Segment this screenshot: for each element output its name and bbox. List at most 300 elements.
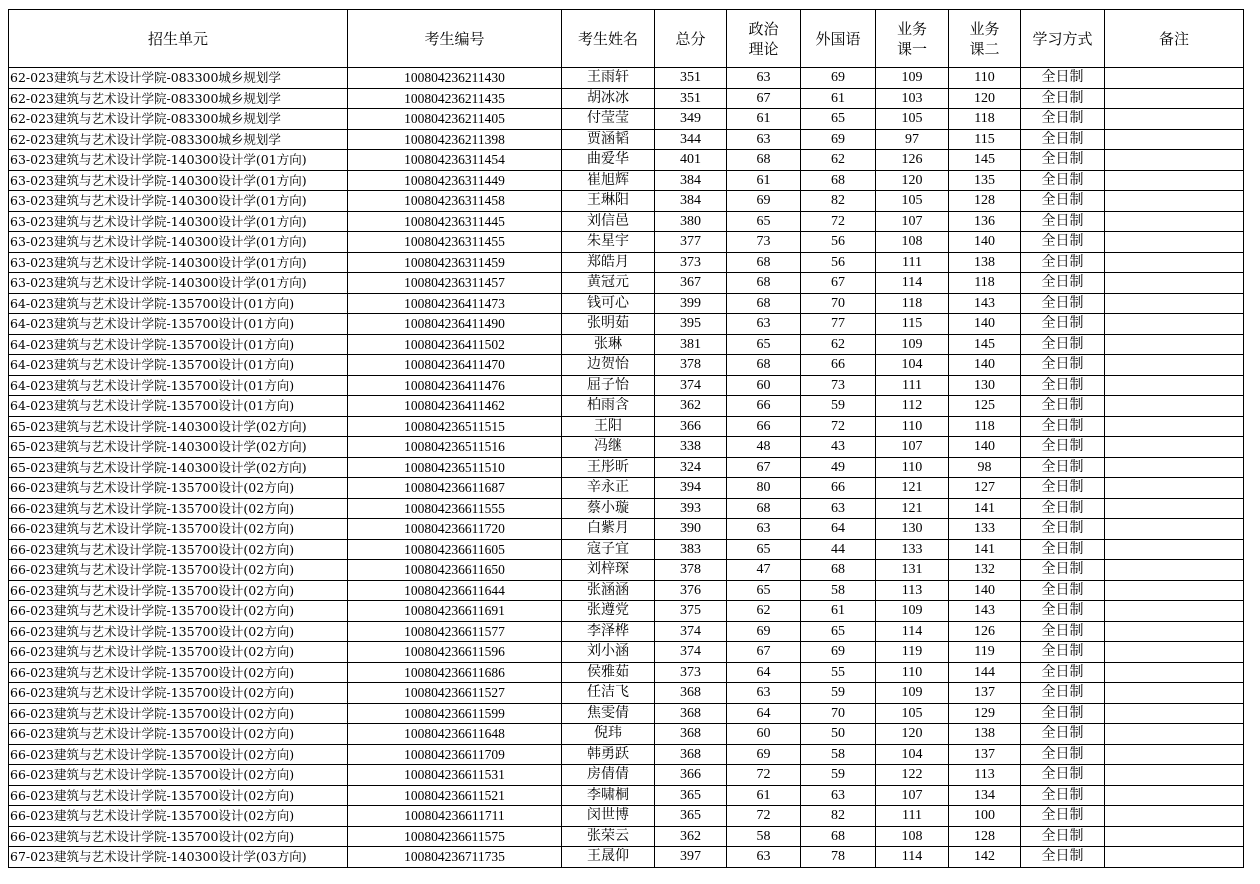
cell-remark (1105, 273, 1244, 294)
table-row (9, 232, 1244, 253)
cell-unit: 63-023建筑与艺术设计学院-140300设计学(01方向) (9, 211, 348, 232)
table-row (9, 683, 1244, 704)
cell-candidate-id: 100804236611711 (348, 806, 562, 827)
table-row (9, 375, 1244, 396)
cell-remark (1105, 785, 1244, 806)
cell-remark (1105, 129, 1244, 150)
cell-candidate-id: 100804236611709 (348, 744, 562, 765)
cell-remark (1105, 293, 1244, 314)
cell-total: 384 (655, 191, 727, 212)
cell-politics: 65 (727, 334, 801, 355)
cell-study-mode: 全日制 (1021, 601, 1105, 622)
cell-study-mode: 全日制 (1021, 457, 1105, 478)
cell-unit: 66-023建筑与艺术设计学院-135700设计(02方向) (9, 498, 348, 519)
cell-language: 69 (801, 642, 876, 663)
cell-study-mode: 全日制 (1021, 806, 1105, 827)
cell-course2: 144 (949, 662, 1021, 683)
cell-candidate-name: 胡冰冰 (562, 88, 655, 109)
cell-course2: 140 (949, 314, 1021, 335)
cell-course1: 104 (876, 355, 949, 376)
cell-total: 399 (655, 293, 727, 314)
cell-study-mode: 全日制 (1021, 273, 1105, 294)
cell-politics: 58 (727, 826, 801, 847)
cell-total: 378 (655, 355, 727, 376)
cell-candidate-name: 韩勇跃 (562, 744, 655, 765)
cell-remark (1105, 375, 1244, 396)
cell-politics: 72 (727, 806, 801, 827)
cell-total: 374 (655, 642, 727, 663)
cell-candidate-id: 100804236411473 (348, 293, 562, 314)
header-politics-line1: 政治 (748, 19, 779, 38)
cell-study-mode: 全日制 (1021, 129, 1105, 150)
cell-candidate-name: 贾涵韬 (562, 129, 655, 150)
cell-unit: 63-023建筑与艺术设计学院-140300设计学(01方向) (9, 191, 348, 212)
cell-language: 77 (801, 314, 876, 335)
cell-study-mode: 全日制 (1021, 211, 1105, 232)
header-row (9, 10, 1244, 68)
cell-total: 390 (655, 519, 727, 540)
cell-politics: 63 (727, 847, 801, 868)
cell-candidate-name: 王琳阳 (562, 191, 655, 212)
cell-remark (1105, 355, 1244, 376)
cell-unit: 64-023建筑与艺术设计学院-135700设计(01方向) (9, 355, 348, 376)
cell-candidate-name: 钱可心 (562, 293, 655, 314)
cell-course1: 107 (876, 785, 949, 806)
table-row (9, 109, 1244, 130)
cell-course2: 128 (949, 826, 1021, 847)
cell-language: 59 (801, 765, 876, 786)
cell-course1: 110 (876, 457, 949, 478)
cell-politics: 80 (727, 478, 801, 499)
cell-unit: 63-023建筑与艺术设计学院-140300设计学(01方向) (9, 273, 348, 294)
cell-language: 63 (801, 498, 876, 519)
cell-total: 375 (655, 601, 727, 622)
cell-total: 365 (655, 806, 727, 827)
cell-remark (1105, 191, 1244, 212)
cell-course1: 109 (876, 683, 949, 704)
cell-total: 395 (655, 314, 727, 335)
cell-language: 65 (801, 621, 876, 642)
cell-total: 381 (655, 334, 727, 355)
cell-course1: 107 (876, 211, 949, 232)
cell-candidate-id: 100804236611648 (348, 724, 562, 745)
cell-unit: 66-023建筑与艺术设计学院-135700设计(02方向) (9, 621, 348, 642)
cell-course2: 129 (949, 703, 1021, 724)
table-row (9, 826, 1244, 847)
cell-language: 82 (801, 806, 876, 827)
cell-unit: 66-023建筑与艺术设计学院-135700设计(02方向) (9, 683, 348, 704)
cell-candidate-name: 王彤昕 (562, 457, 655, 478)
cell-total: 344 (655, 129, 727, 150)
cell-politics: 61 (727, 170, 801, 191)
cell-candidate-id: 100804236511515 (348, 416, 562, 437)
cell-unit: 66-023建筑与艺术设计学院-135700设计(02方向) (9, 662, 348, 683)
cell-candidate-name: 刘梓琛 (562, 560, 655, 581)
cell-remark (1105, 68, 1244, 89)
cell-total: 351 (655, 68, 727, 89)
cell-remark (1105, 744, 1244, 765)
cell-course2: 137 (949, 683, 1021, 704)
cell-candidate-id: 100804236611650 (348, 560, 562, 581)
cell-language: 50 (801, 724, 876, 745)
table-row (9, 662, 1244, 683)
cell-unit: 65-023建筑与艺术设计学院-140300设计学(02方向) (9, 457, 348, 478)
cell-course2: 98 (949, 457, 1021, 478)
cell-remark (1105, 88, 1244, 109)
cell-course2: 140 (949, 232, 1021, 253)
cell-politics: 63 (727, 314, 801, 335)
cell-language: 68 (801, 170, 876, 191)
cell-candidate-id: 100804236411462 (348, 396, 562, 417)
cell-candidate-id: 100804236311457 (348, 273, 562, 294)
cell-total: 324 (655, 457, 727, 478)
cell-remark (1105, 724, 1244, 745)
cell-unit: 66-023建筑与艺术设计学院-135700设计(02方向) (9, 703, 348, 724)
cell-course2: 115 (949, 129, 1021, 150)
cell-remark (1105, 334, 1244, 355)
cell-course2: 140 (949, 437, 1021, 458)
header-candidate-name: 考生姓名 (562, 10, 655, 68)
cell-total: 394 (655, 478, 727, 499)
cell-unit: 66-023建筑与艺术设计学院-135700设计(02方向) (9, 519, 348, 540)
cell-candidate-name: 郑皓月 (562, 252, 655, 273)
cell-course2: 110 (949, 68, 1021, 89)
cell-language: 58 (801, 744, 876, 765)
cell-study-mode: 全日制 (1021, 396, 1105, 417)
cell-remark (1105, 621, 1244, 642)
cell-course2: 127 (949, 478, 1021, 499)
cell-course1: 105 (876, 703, 949, 724)
cell-course2: 143 (949, 293, 1021, 314)
cell-total: 368 (655, 683, 727, 704)
table-row (9, 150, 1244, 171)
cell-study-mode: 全日制 (1021, 375, 1105, 396)
cell-total: 365 (655, 785, 727, 806)
cell-remark (1105, 642, 1244, 663)
cell-candidate-id: 100804236311455 (348, 232, 562, 253)
cell-politics: 67 (727, 88, 801, 109)
cell-course2: 133 (949, 519, 1021, 540)
cell-candidate-name: 付莹莹 (562, 109, 655, 130)
table-row (9, 806, 1244, 827)
cell-unit: 62-023建筑与艺术设计学院-083300城乡规划学 (9, 88, 348, 109)
cell-study-mode: 全日制 (1021, 150, 1105, 171)
cell-course1: 105 (876, 109, 949, 130)
cell-candidate-id: 100804236611521 (348, 785, 562, 806)
cell-course1: 111 (876, 252, 949, 273)
cell-language: 73 (801, 375, 876, 396)
cell-candidate-name: 王晟仰 (562, 847, 655, 868)
cell-course1: 120 (876, 724, 949, 745)
cell-course2: 118 (949, 109, 1021, 130)
cell-course1: 111 (876, 375, 949, 396)
cell-total: 362 (655, 396, 727, 417)
cell-course2: 132 (949, 560, 1021, 581)
cell-candidate-id: 100804236411476 (348, 375, 562, 396)
cell-unit: 66-023建筑与艺术设计学院-135700设计(02方向) (9, 601, 348, 622)
cell-study-mode: 全日制 (1021, 170, 1105, 191)
cell-study-mode: 全日制 (1021, 621, 1105, 642)
cell-unit: 63-023建筑与艺术设计学院-140300设计学(01方向) (9, 150, 348, 171)
cell-study-mode: 全日制 (1021, 109, 1105, 130)
cell-study-mode: 全日制 (1021, 785, 1105, 806)
table-row (9, 601, 1244, 622)
header-course2-line1: 业务 (969, 19, 1000, 38)
cell-course2: 125 (949, 396, 1021, 417)
cell-study-mode: 全日制 (1021, 724, 1105, 745)
cell-candidate-name: 寇子宜 (562, 539, 655, 560)
cell-candidate-name: 张明茹 (562, 314, 655, 335)
cell-total: 380 (655, 211, 727, 232)
cell-language: 66 (801, 478, 876, 499)
table-row (9, 129, 1244, 150)
cell-candidate-id: 100804236411470 (348, 355, 562, 376)
cell-candidate-name: 李啸桐 (562, 785, 655, 806)
cell-course1: 109 (876, 68, 949, 89)
cell-course1: 130 (876, 519, 949, 540)
cell-study-mode: 全日制 (1021, 765, 1105, 786)
cell-total: 338 (655, 437, 727, 458)
cell-remark (1105, 109, 1244, 130)
cell-politics: 60 (727, 724, 801, 745)
cell-candidate-name: 王阳 (562, 416, 655, 437)
cell-language: 58 (801, 580, 876, 601)
header-unit: 招生单元 (9, 10, 348, 68)
cell-candidate-id: 100804236211435 (348, 88, 562, 109)
cell-politics: 69 (727, 744, 801, 765)
cell-candidate-id: 100804236611555 (348, 498, 562, 519)
cell-study-mode: 全日制 (1021, 580, 1105, 601)
cell-study-mode: 全日制 (1021, 191, 1105, 212)
cell-candidate-id: 100804236211430 (348, 68, 562, 89)
cell-language: 44 (801, 539, 876, 560)
cell-study-mode: 全日制 (1021, 334, 1105, 355)
cell-course2: 119 (949, 642, 1021, 663)
table-row (9, 703, 1244, 724)
cell-language: 49 (801, 457, 876, 478)
cell-course1: 114 (876, 621, 949, 642)
header-candidate-id: 考生编号 (348, 10, 562, 68)
cell-candidate-name: 王雨轩 (562, 68, 655, 89)
cell-course1: 122 (876, 765, 949, 786)
cell-language: 65 (801, 109, 876, 130)
cell-politics: 68 (727, 252, 801, 273)
cell-language: 63 (801, 785, 876, 806)
cell-candidate-name: 倪玮 (562, 724, 655, 745)
cell-candidate-name: 边贺怡 (562, 355, 655, 376)
cell-total: 397 (655, 847, 727, 868)
cell-language: 78 (801, 847, 876, 868)
cell-politics: 60 (727, 375, 801, 396)
cell-remark (1105, 847, 1244, 868)
cell-candidate-id: 100804236611691 (348, 601, 562, 622)
table-row (9, 211, 1244, 232)
cell-candidate-name: 朱星宇 (562, 232, 655, 253)
cell-unit: 62-023建筑与艺术设计学院-083300城乡规划学 (9, 129, 348, 150)
cell-politics: 66 (727, 396, 801, 417)
cell-total: 368 (655, 703, 727, 724)
cell-language: 69 (801, 129, 876, 150)
cell-study-mode: 全日制 (1021, 539, 1105, 560)
cell-politics: 72 (727, 765, 801, 786)
header-course1-line2: 课一 (896, 39, 927, 58)
cell-language: 61 (801, 88, 876, 109)
cell-politics: 69 (727, 621, 801, 642)
cell-course2: 118 (949, 273, 1021, 294)
cell-unit: 66-023建筑与艺术设计学院-135700设计(02方向) (9, 785, 348, 806)
cell-candidate-id: 100804236411502 (348, 334, 562, 355)
table-row (9, 396, 1244, 417)
cell-candidate-id: 100804236611605 (348, 539, 562, 560)
cell-course1: 119 (876, 642, 949, 663)
cell-course2: 118 (949, 416, 1021, 437)
cell-candidate-id: 100804236611686 (348, 662, 562, 683)
cell-unit: 66-023建筑与艺术设计学院-135700设计(02方向) (9, 560, 348, 581)
table-row (9, 724, 1244, 745)
cell-candidate-id: 100804236611599 (348, 703, 562, 724)
cell-candidate-name: 白紫月 (562, 519, 655, 540)
cell-unit: 66-023建筑与艺术设计学院-135700设计(02方向) (9, 744, 348, 765)
cell-language: 82 (801, 191, 876, 212)
cell-course2: 120 (949, 88, 1021, 109)
cell-candidate-id: 100804236611720 (348, 519, 562, 540)
cell-course2: 130 (949, 375, 1021, 396)
cell-candidate-name: 屈子怡 (562, 375, 655, 396)
cell-politics: 65 (727, 211, 801, 232)
table-row (9, 457, 1244, 478)
cell-course1: 108 (876, 232, 949, 253)
cell-unit: 66-023建筑与艺术设计学院-135700设计(02方向) (9, 826, 348, 847)
cell-study-mode: 全日制 (1021, 232, 1105, 253)
cell-politics: 47 (727, 560, 801, 581)
cell-politics: 68 (727, 150, 801, 171)
cell-politics: 67 (727, 642, 801, 663)
cell-course1: 110 (876, 662, 949, 683)
header-course1-line1: 业务 (896, 19, 927, 38)
cell-course1: 115 (876, 314, 949, 335)
header-politics (727, 10, 801, 68)
cell-language: 69 (801, 68, 876, 89)
cell-course1: 111 (876, 806, 949, 827)
cell-course1: 97 (876, 129, 949, 150)
cell-language: 56 (801, 232, 876, 253)
table-row (9, 314, 1244, 335)
cell-unit: 66-023建筑与艺术设计学院-135700设计(02方向) (9, 806, 348, 827)
cell-total: 401 (655, 150, 727, 171)
cell-candidate-id: 100804236611575 (348, 826, 562, 847)
cell-remark (1105, 478, 1244, 499)
cell-politics: 73 (727, 232, 801, 253)
table-row (9, 621, 1244, 642)
cell-unit: 67-023建筑与艺术设计学院-140300设计学(03方向) (9, 847, 348, 868)
cell-candidate-name: 刘信邑 (562, 211, 655, 232)
cell-remark (1105, 519, 1244, 540)
table-row (9, 170, 1244, 191)
cell-remark (1105, 498, 1244, 519)
cell-course1: 121 (876, 498, 949, 519)
cell-course1: 110 (876, 416, 949, 437)
cell-language: 70 (801, 293, 876, 314)
cell-course1: 109 (876, 601, 949, 622)
cell-candidate-id: 100804236711735 (348, 847, 562, 868)
cell-language: 68 (801, 826, 876, 847)
table-row (9, 416, 1244, 437)
cell-total: 349 (655, 109, 727, 130)
cell-remark (1105, 252, 1244, 273)
table-row (9, 293, 1244, 314)
cell-unit: 66-023建筑与艺术设计学院-135700设计(02方向) (9, 580, 348, 601)
cell-total: 374 (655, 375, 727, 396)
cell-remark (1105, 416, 1244, 437)
table-row (9, 847, 1244, 868)
cell-remark (1105, 539, 1244, 560)
cell-course2: 143 (949, 601, 1021, 622)
table-row (9, 785, 1244, 806)
cell-study-mode: 全日制 (1021, 314, 1105, 335)
cell-total: 366 (655, 416, 727, 437)
cell-remark (1105, 232, 1244, 253)
cell-total: 373 (655, 662, 727, 683)
cell-total: 384 (655, 170, 727, 191)
header-course2 (949, 10, 1021, 68)
cell-course1: 118 (876, 293, 949, 314)
cell-unit: 62-023建筑与艺术设计学院-083300城乡规划学 (9, 68, 348, 89)
table-row (9, 560, 1244, 581)
header-total: 总分 (655, 10, 727, 68)
cell-course2: 137 (949, 744, 1021, 765)
cell-study-mode: 全日制 (1021, 642, 1105, 663)
cell-language: 61 (801, 601, 876, 622)
cell-candidate-id: 100804236511510 (348, 457, 562, 478)
cell-study-mode: 全日制 (1021, 703, 1105, 724)
cell-politics: 64 (727, 662, 801, 683)
cell-candidate-id: 100804236211405 (348, 109, 562, 130)
cell-course1: 108 (876, 826, 949, 847)
cell-course2: 100 (949, 806, 1021, 827)
cell-total: 362 (655, 826, 727, 847)
cell-study-mode: 全日制 (1021, 498, 1105, 519)
cell-total: 378 (655, 560, 727, 581)
cell-candidate-id: 100804236311445 (348, 211, 562, 232)
cell-unit: 63-023建筑与艺术设计学院-140300设计学(01方向) (9, 232, 348, 253)
table-row (9, 765, 1244, 786)
cell-course2: 142 (949, 847, 1021, 868)
cell-politics: 68 (727, 273, 801, 294)
cell-course1: 112 (876, 396, 949, 417)
cell-total: 383 (655, 539, 727, 560)
cell-study-mode: 全日制 (1021, 88, 1105, 109)
cell-course2: 140 (949, 355, 1021, 376)
cell-candidate-id: 100804236511516 (348, 437, 562, 458)
cell-candidate-name: 辛永正 (562, 478, 655, 499)
admission-table (8, 9, 1244, 868)
cell-politics: 63 (727, 129, 801, 150)
cell-course1: 114 (876, 273, 949, 294)
cell-politics: 61 (727, 109, 801, 130)
table-row (9, 580, 1244, 601)
cell-remark (1105, 437, 1244, 458)
header-remark: 备注 (1105, 10, 1244, 68)
cell-remark (1105, 314, 1244, 335)
cell-total: 374 (655, 621, 727, 642)
cell-language: 43 (801, 437, 876, 458)
cell-politics: 48 (727, 437, 801, 458)
cell-total: 368 (655, 724, 727, 745)
table-row (9, 68, 1244, 89)
cell-total: 373 (655, 252, 727, 273)
cell-study-mode: 全日制 (1021, 744, 1105, 765)
cell-candidate-name: 张荣云 (562, 826, 655, 847)
